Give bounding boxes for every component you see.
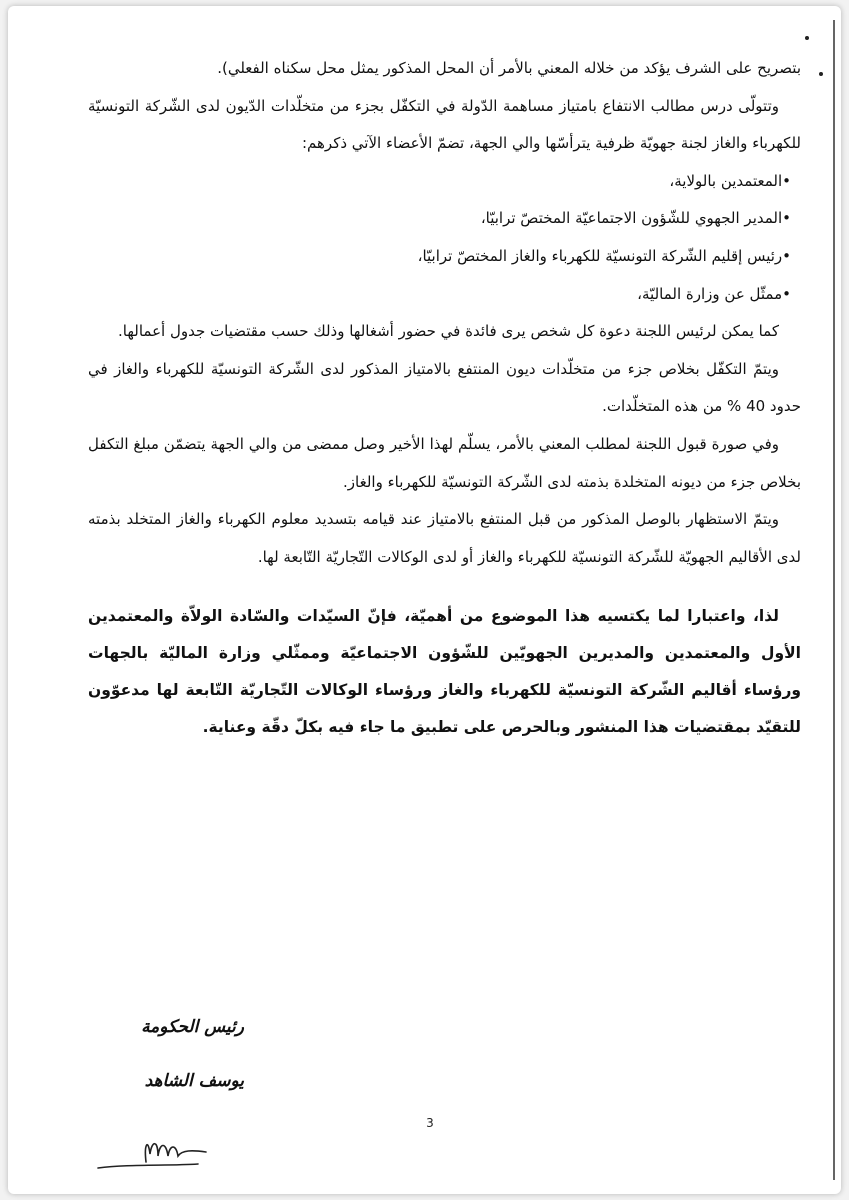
bullet-social-director: •المدير الجهوي للشّؤون الاجتماعيّة المختصّ ترابيّا، (480, 209, 791, 228)
bullet-steg-region-head: •رئيس إقليم الشّركة التونسيّة للكهرباء والغاز المختصّ ترابيّا، (417, 246, 791, 265)
paragraph-declaration: بتصريح على الشرف يؤكد من خلاله المعني بالأمر أن المحل المذكور يمثل محل سكناه الفعلي). (217, 59, 801, 77)
paragraph-invitation: كما يمكن لرئيس اللجنة دعوة كل شخص يرى فائدة في حضور أشغالها وذلك حسب مقتضيات جدول أعمالها. (118, 322, 779, 341)
margin-dot (819, 72, 823, 76)
margin-dot (805, 36, 809, 40)
paragraph-committee: وتتولّى درس مطالب الانتفاع بامتياز مساهمة الدّولة في التكفّل بجزء من متخلّدات الدّيون لدى الشّركة التونسيّة للكهرباء والغاز لجنة جهويّة ظرفية يترأسّها والي الجهة، تضمّ الأعضاء الآتي ذكرهم: (88, 96, 801, 153)
paragraph-coverage: ويتمّ التكفّل بخلاص جزء من متخلّدات ديون المنتفع بالامتياز المذكور لدى الشّركة التونسيّة للكهرباء والغاز في حدود 40 % من هذه المتخلّدات. (88, 359, 801, 416)
document-body (88, 50, 801, 746)
signature-name: يوسف الشاهد (144, 1071, 244, 1091)
page-number: 3 (426, 1116, 434, 1130)
handwritten-signature-icon (88, 1124, 248, 1174)
paragraph-receipt: وفي صورة قبول اللجنة لمطلب المعني بالأمر، يسلّم لهذا الأخير وصل ممضى من والي الجهة يتضمّن مبلغ التكفل بخلاص جزء من ديونه المتخلدة بذمته لدى الشّركة التونسيّة للكهرباء والغاز. (88, 434, 801, 491)
bullet-delegates: •المعتمدين بالولاية، (669, 171, 791, 190)
scan-edge-line (833, 20, 835, 1180)
paragraph-presentation: ويتمّ الاستظهار بالوصل المذكور من قبل المنتفع بالامتياز عند قيامه بتسديد معلوم الكهرباء والغاز المتخلد بذمته لدى الأقاليم الجهويّة للشّركة التونسيّة للكهرباء والغاز أو لدى الوكالات التّجاريّة التّابعة لها. (88, 510, 801, 566)
signature-title: رئيس الحكومة (141, 1017, 244, 1037)
paragraph-conclusion: لذا، واعتبارا لما يكتسيه هذا الموضوع من أهميّة، فإنّ السيّدات والسّادة الولاّة والمعتمدين الأول والمعتمدين والمديرين الجهويّين للشّؤون الاجتماعيّة وممثّلي وزارة الماليّة بالجهات ورؤساء أقاليم الشّركة التونسيّة للكهرباء والغاز ورؤساء الوكالات التّجاريّة التّابعة لها مدعوّون للتقيّد بمقتضيات هذا المنشور وبالحرص على تطبيق ما جاء فيه بكلّ دقّة وعناية. (88, 607, 801, 737)
bullet-finance-rep: •ممثّل عن وزارة الماليّة، (637, 284, 791, 303)
document-page (8, 6, 841, 1194)
signature-block (104, 1012, 244, 1096)
